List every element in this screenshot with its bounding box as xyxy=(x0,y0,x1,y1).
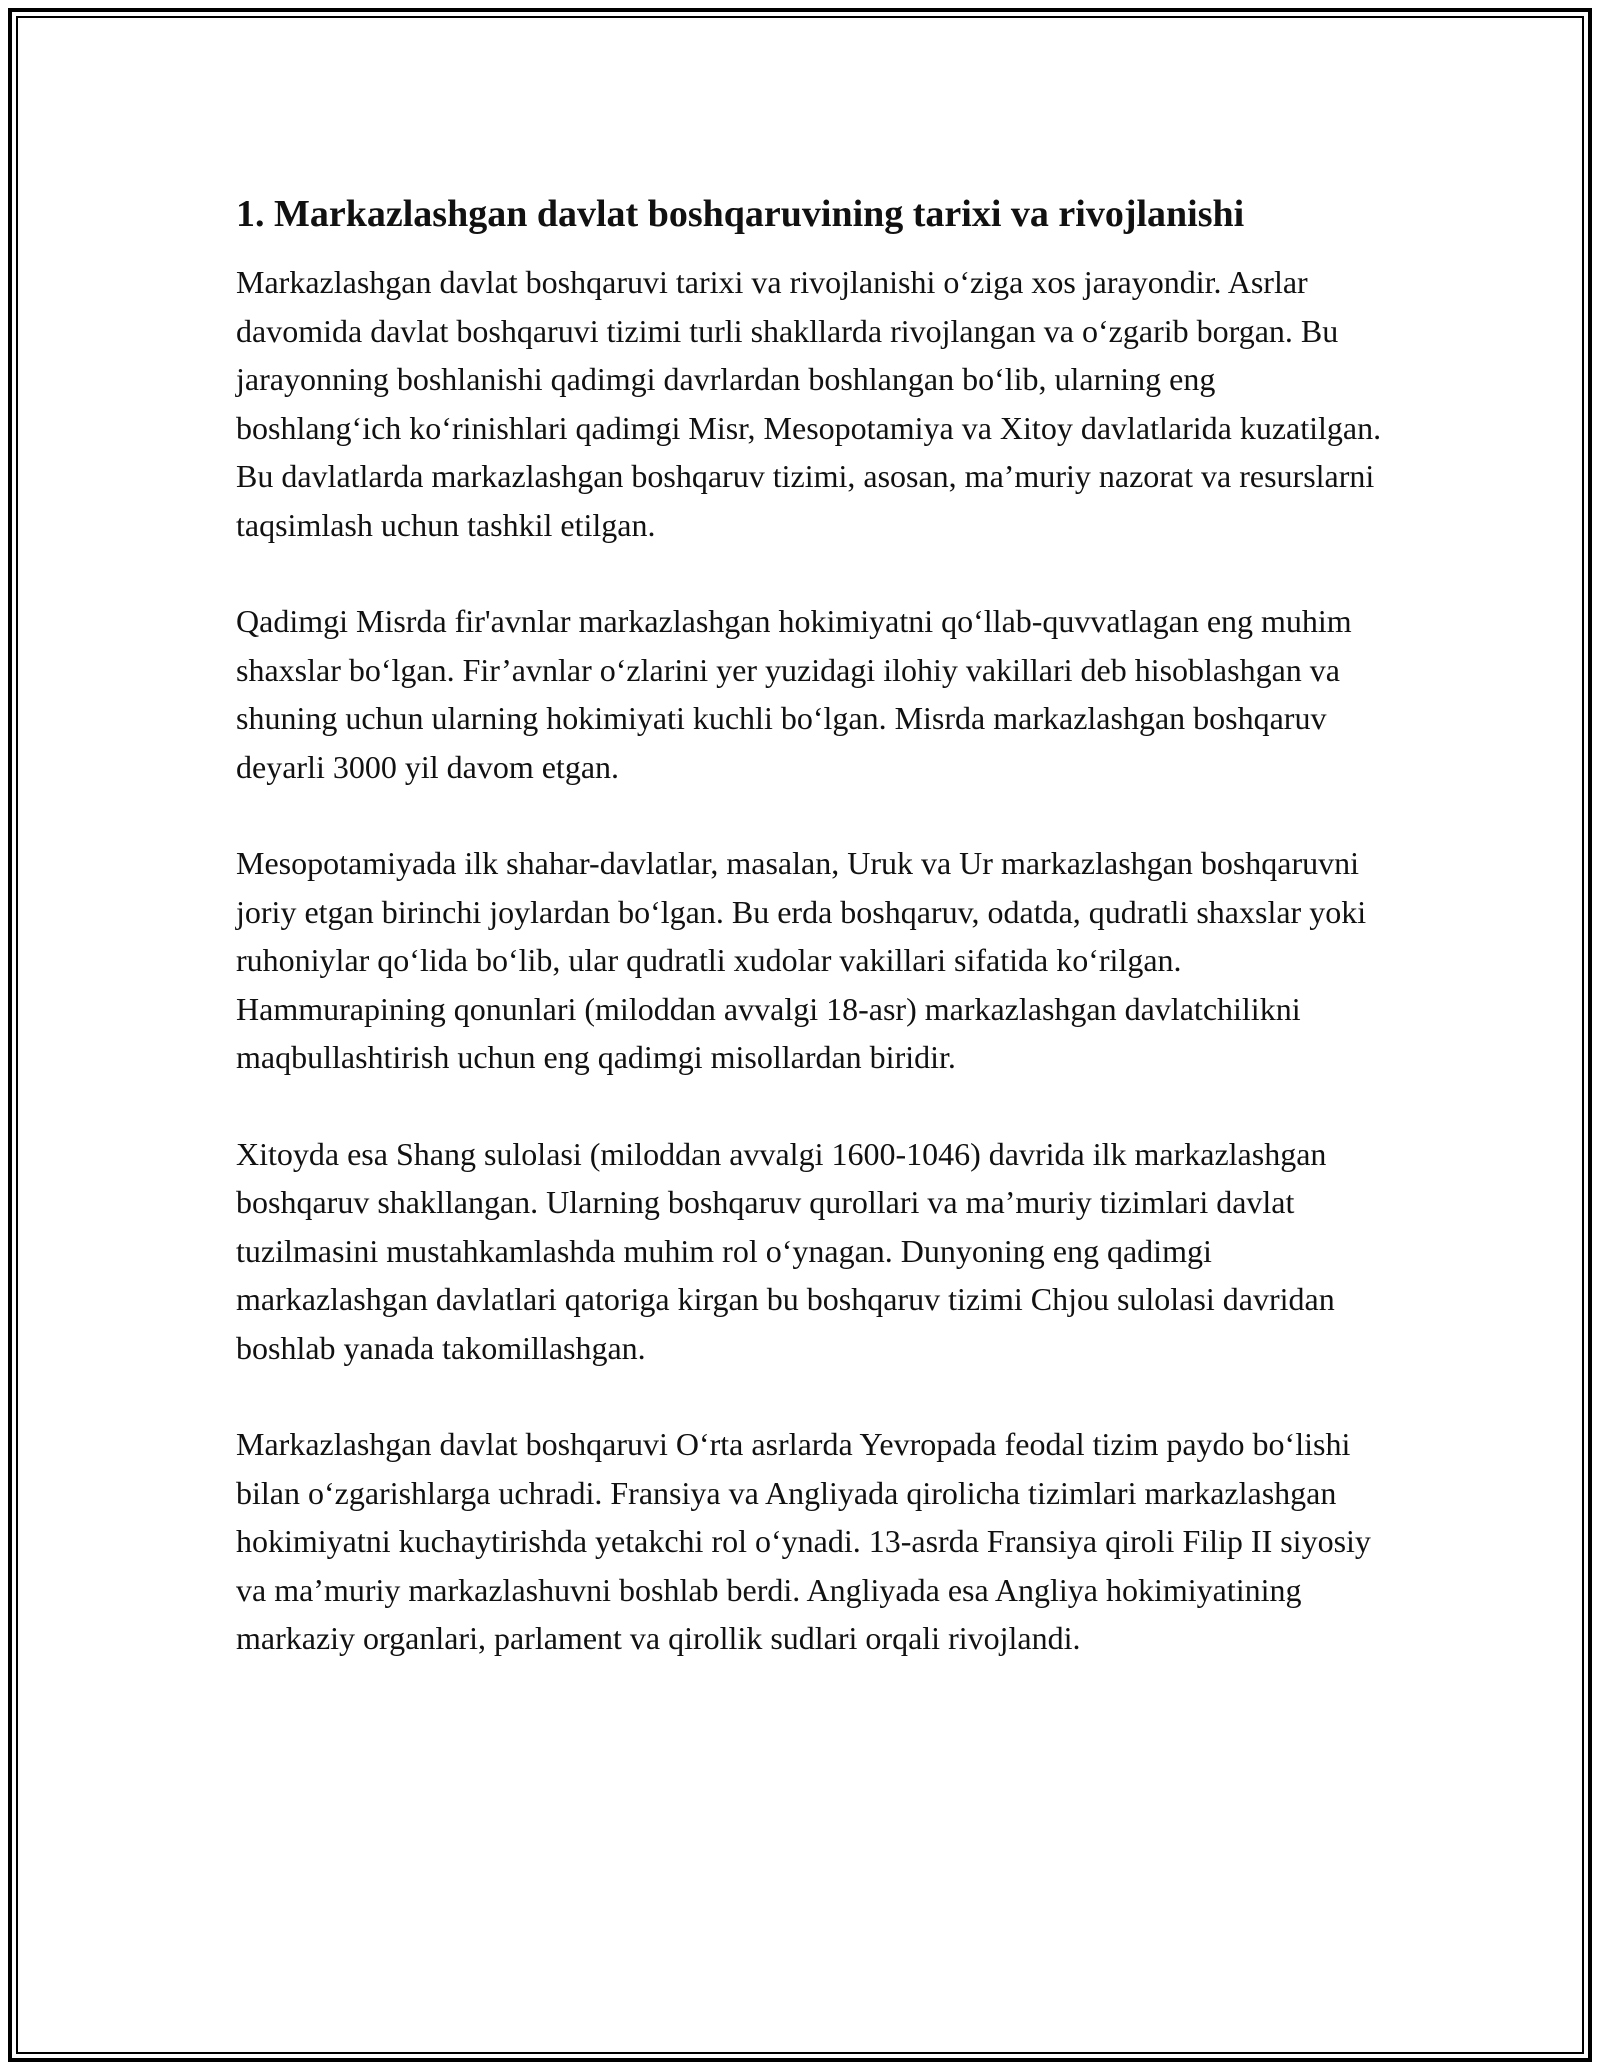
document-body xyxy=(236,186,1384,1711)
paragraph-europe: Markazlashgan davlat boshqaruvi O‘rta asrlarda Yevropada feodal tizim paydo bo‘lishi bilan o‘zgarishlarga uchradi. Fransiya va Angliyada qirolicha tizimlari markazlashgan hokimiyatni kuchaytirishda yetakchi rol o‘ynadi. 13-asrda Fransiya qiroli Filip II siyosiy va ma’muriy markazlashuvni boshlab berdi. Angliyada esa Angliya hokimiyatining markaziy organlari, parlament va qirollik sudlari orqali rivojlandi. xyxy=(236,1426,1371,1656)
paragraph-mesopotamia: Mesopotamiyada ilk shahar-davlatlar, masalan, Uruk va Ur markazlashgan boshqaruvni joriy etgan birinchi joylardan bo‘lgan. Bu erda boshqaruv, odatda, qudratli shaxslar yoki ruhoniylar qo‘lida bo‘lib, ular qudratli xudolar vakillari sifatida ko‘rilgan. Hammurapining qonunlari (miloddan avvalgi 18-asr) markazlashgan davlatchilikni maqbullashtirish uchun eng qadimgi misollardan biridir. xyxy=(236,845,1367,1075)
paragraph-intro: Markazlashgan davlat boshqaruvi tarixi va rivojlanishi o‘ziga xos jarayondir. Asrlar davomida davlat boshqaruvi tizimi turli shakllarda rivojlangan va o‘zgarib borgan. Bu jarayonning boshlanishi qadimgi davrlardan boshlangan bo‘lib, ularning eng boshlang‘ich ko‘rinishlari qadimgi Misr, Mesopotamiya va Xitoy davlatlarida kuzatilgan. Bu davlatlarda markazlashgan boshqaruv tizimi, asosan, ma’muriy nazorat va resurslarni taqsimlash uchun tashkil etilgan. xyxy=(236,264,1382,543)
paragraph-egypt: Qadimgi Misrda fir'avnlar markazlashgan hokimiyatni qo‘llab-quvvatlagan eng muhim shaxslar bo‘lgan. Fir’avnlar o‘zlarini yer yuzidagi ilohiy vakillari deb hisoblashgan va shuning uchun ularning hokimiyati kuchli bo‘lgan. Misrda markazlashgan boshqaruv deyarli 3000 yil davom etgan. xyxy=(236,603,1352,785)
section-heading: 1. Markazlashgan davlat boshqaruvining tarixi va rivojlanishi xyxy=(236,193,1245,235)
paragraph-china: Xitoyda esa Shang sulolasi (miloddan avvalgi 1600-1046) davrida ilk markazlashgan boshqaruv shakllangan. Ularning boshqaruv qurollari va ma’muriy tizimlari davlat tuzilmasini mustahkamlashda muhim rol o‘ynagan. Dunyoning eng qadimgi markazlashgan davlatlari qatoriga kirgan bu boshqaruv tizimi Chjou sulolasi davridan boshlab yanada takomillashgan. xyxy=(236,1135,1335,1366)
